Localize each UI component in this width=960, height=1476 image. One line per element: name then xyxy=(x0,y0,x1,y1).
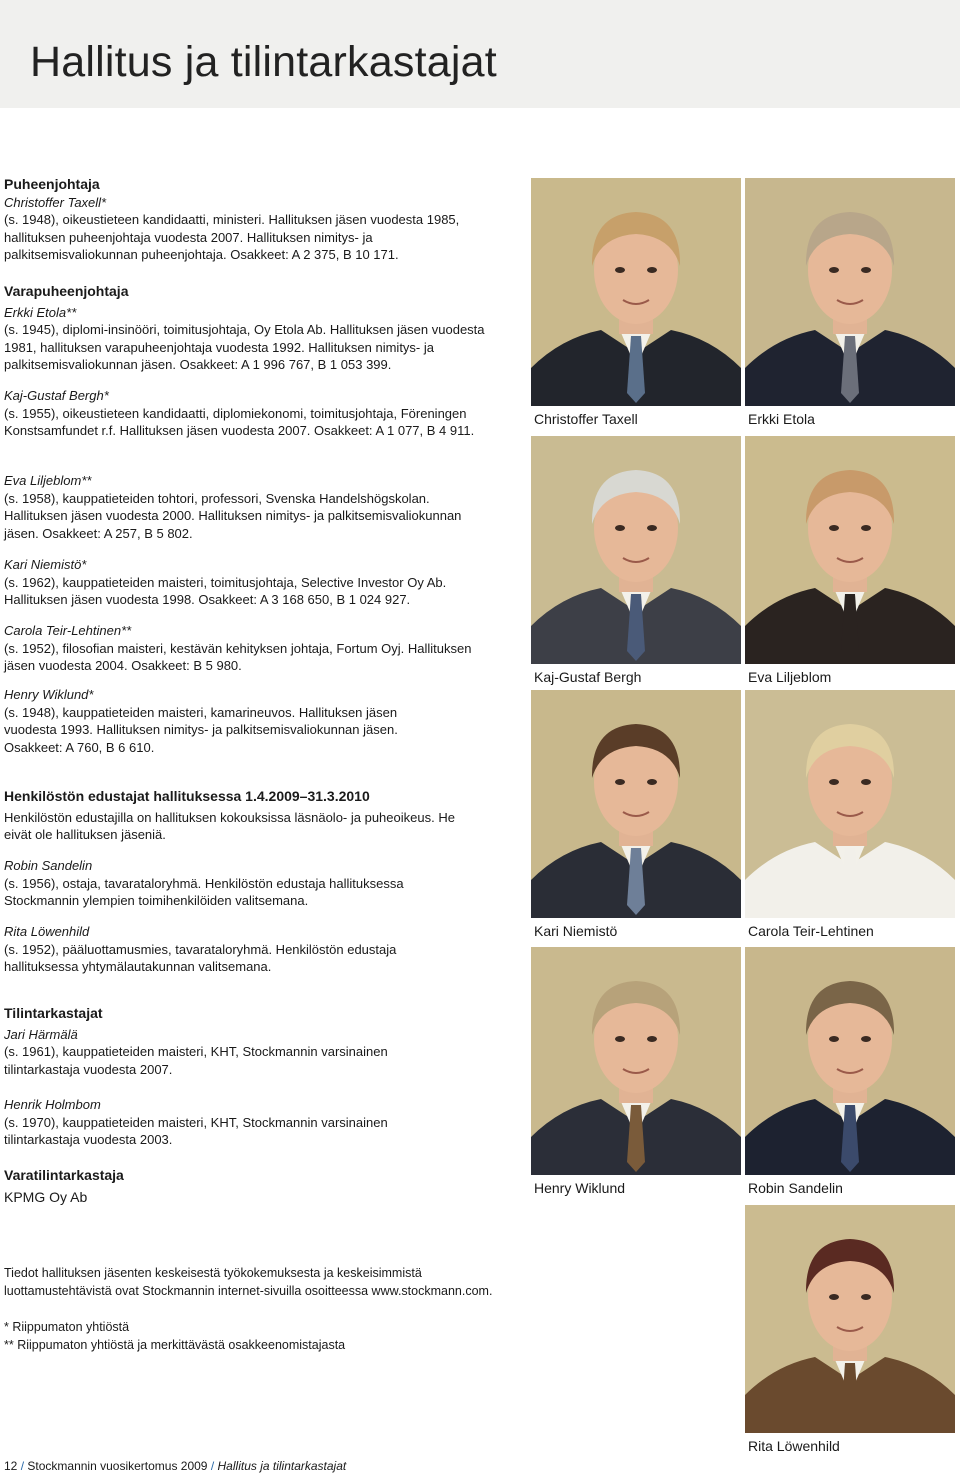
member-name: Henrik Holmbom xyxy=(4,1097,101,1112)
portrait-caption: Robin Sandelin xyxy=(748,1180,843,1196)
member-bio: (s. 1945), diplomi-insinööri, toimitusjohtaja, Oy Etola Ab. Hallituksen jäsen vuodesta 1981, hallituksen varapuheenjohtaja vuodesta 1992. Hallituksen nimitys- ja palkitsemisvaliokunnan jäsen. Osakkeet: A 1 996 767, B 1 053 399. xyxy=(4,322,485,372)
portrait-caption: Kaj-Gustaf Bergh xyxy=(534,669,642,685)
board-section xyxy=(4,176,504,264)
deputy-auditor-section xyxy=(4,1167,504,1206)
info-text: Tiedot hallituksen jäsenten keskeisestä työkokemuksesta ja keskeisimmistä luottamustehtävistä ovat Stockmannin internet-sivuilla osoitteessa www.stockmann.com. xyxy=(4,1266,493,1298)
staff-intro: Henkilöstön edustajilla on hallituksen kokouksissa läsnäolo- ja puheoikeus. He eivät ole hallituksen jäseniä. xyxy=(4,809,455,842)
portrait-photo xyxy=(745,178,955,406)
member-bio: (s. 1952), filosofian maisteri, kestävän kehityksen johtaja, Fortum Oyj. Hallituksen jäsen vuodesta 2004. Osakkeet: B 5 980. xyxy=(4,640,472,673)
member-name: Henry Wiklund* xyxy=(4,687,94,702)
page-number: 12 xyxy=(4,1459,18,1473)
section-heading-deputy-auditor: Varatilintarkastaja xyxy=(4,1167,124,1183)
footnotes xyxy=(4,1319,504,1354)
member-name: Kari Niemistö* xyxy=(4,557,87,572)
board-member xyxy=(4,622,504,675)
board-member xyxy=(4,686,504,756)
section-heading-auditors: Tilintarkastajat xyxy=(4,1005,103,1021)
member-bio: (s. 1952), pääluottamusmies, tavarataloryhmä. Henkilöstön edustaja hallituksessa yhtymälautakunnan valitsemana. xyxy=(4,941,397,974)
member-bio: (s. 1958), kauppatieteiden tohtori, professori, Svenska Handelshögskolan. Hallituksen jäsen vuodesta 2000. Hallituksen nimitys- ja palkitsemisvaliokunnan jäsen. Osakkeet: A 257, B 5 802. xyxy=(4,490,462,541)
staff-section xyxy=(4,788,504,844)
footnote-independent-shareholder: ** Riippumaton yhtiöstä ja merkittävästä osakkeenomistajasta xyxy=(4,1337,346,1352)
footer-separator: / xyxy=(210,1459,215,1473)
member-name: Erkki Etola** xyxy=(4,304,77,320)
staff-member xyxy=(4,923,504,976)
portrait-photo xyxy=(745,436,955,664)
member-bio: (s. 1970), kauppatieteiden maisteri, KHT, Stockmannin varsinainen tilintarkastaja vuodesta 2003. xyxy=(4,1114,388,1147)
auditors-section xyxy=(4,1005,504,1078)
page-footer xyxy=(4,1459,346,1473)
board-member xyxy=(4,472,504,542)
member-name: Christoffer Taxell* xyxy=(4,194,107,210)
member-name: Kaj-Gustaf Bergh* xyxy=(4,388,109,403)
header-band xyxy=(0,0,960,108)
member-name: Eva Liljeblom** xyxy=(4,473,92,488)
footer-separator: / xyxy=(20,1459,25,1473)
portrait-photo xyxy=(531,690,741,918)
portrait-photo xyxy=(531,436,741,664)
board-member xyxy=(4,556,504,609)
member-bio: (s. 1955), oikeustieteen kandidaatti, diplomiekonomi, toimitusjohtaja, Föreningen Konstsamfundet r.f. Hallituksen jäsen vuodesta 2007. Osakkeet: A 1 077, B 4 911. xyxy=(4,405,475,438)
member-name: Rita Löwenhild xyxy=(4,924,90,939)
portrait-photo xyxy=(745,947,955,1175)
section-name: Hallitus ja tilintarkastajat xyxy=(217,1459,347,1473)
portrait-photo xyxy=(745,690,955,918)
portrait-caption: Erkki Etola xyxy=(748,411,815,427)
portrait-photo xyxy=(745,1205,955,1433)
section-heading-staff: Henkilöstön edustajat hallituksessa 1.4.2009–31.3.2010 xyxy=(4,788,370,804)
staff-member xyxy=(4,857,504,910)
publication-name: Stockmannin vuosikertomus 2009 xyxy=(27,1459,208,1473)
board-vice xyxy=(4,283,504,374)
member-name: Jari Härmälä xyxy=(4,1026,78,1042)
section-heading-vice-chair: Varapuheenjohtaja xyxy=(4,283,129,299)
portrait-caption: Christoffer Taxell xyxy=(534,411,638,427)
portrait-caption: Eva Liljeblom xyxy=(748,669,832,685)
page-title: Hallitus ja tilintarkastajat xyxy=(30,38,497,86)
member-bio: (s. 1948), oikeustieteen kandidaatti, ministeri. Hallituksen jäsen vuodesta 1985, hallituksen puheenjohtaja vuodesta 2007. Hallituksen nimitys- ja palkitsemisvaliokunnan puheenjohtaja. Osakkeet: A 2 375, B 10 171. xyxy=(4,212,460,262)
portrait-caption: Henry Wiklund xyxy=(534,1180,626,1196)
member-bio: (s. 1948), kauppatieteiden maisteri, kamarineuvos. Hallituksen jäsen vuodesta 1993. Hallituksen nimitys- ja palkitsemisvaliokunnan jäsen. Osakkeet: A 760, B 6 610. xyxy=(4,704,398,755)
auditor xyxy=(4,1096,504,1149)
member-bio: (s. 1961), kauppatieteiden maisteri, KHT, Stockmannin varsinainen tilintarkastaja vuodesta 2007. xyxy=(4,1044,388,1077)
member-name: Robin Sandelin xyxy=(4,858,93,873)
member-bio: (s. 1962), kauppatieteiden maisteri, toimitusjohtaja, Selective Investor Oy Ab. Hallituksen jäsen vuodesta 1998. Osakkeet: A 3 168 650, B 1 024 927. xyxy=(4,574,447,607)
portrait-caption: Kari Niemistö xyxy=(534,923,618,939)
footnote-independent: * Riippumaton yhtiöstä xyxy=(4,1320,130,1334)
member-bio: (s. 1956), ostaja, tavarataloryhmä. Henkilöstön edustaja hallituksessa Stockmannin ylempien toimihenkilöiden valitsemana. xyxy=(4,875,404,908)
portrait-photo xyxy=(531,178,741,406)
portrait-caption: Carola Teir-Lehtinen xyxy=(748,923,874,939)
board-member xyxy=(4,387,504,440)
info-note xyxy=(4,1265,494,1300)
member-name: Carola Teir-Lehtinen** xyxy=(4,623,132,638)
section-heading-chair: Puheenjohtaja xyxy=(4,176,100,192)
portrait-photo xyxy=(531,947,741,1175)
deputy-auditor-name: KPMG Oy Ab xyxy=(4,1188,88,1205)
portrait-caption: Rita Löwenhild xyxy=(748,1438,840,1454)
